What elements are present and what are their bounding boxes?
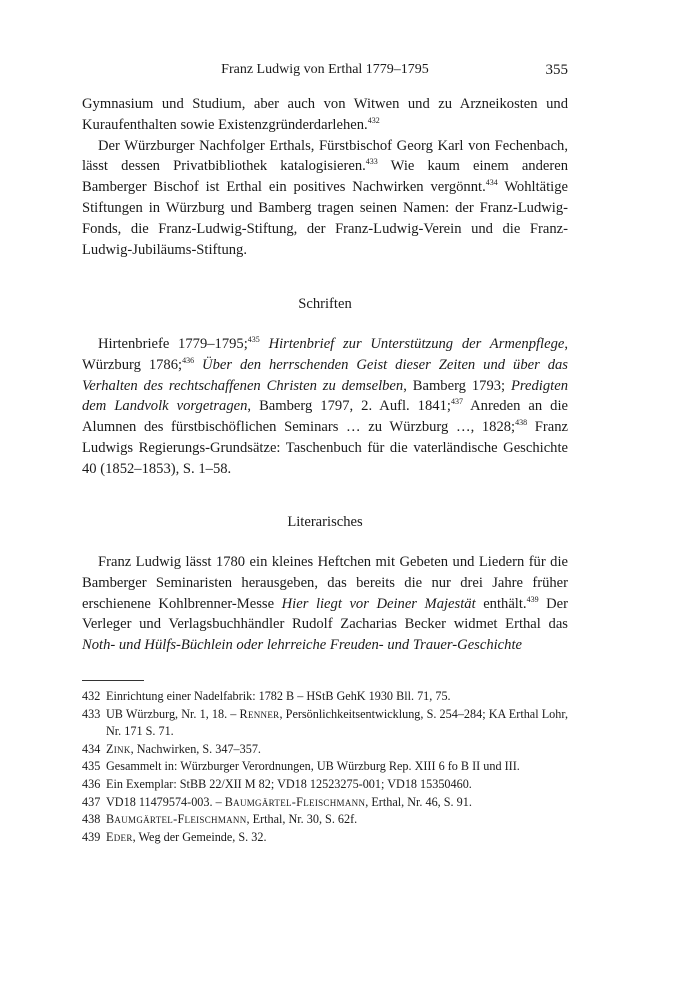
footnote (82, 688, 568, 706)
running-title: Franz Ludwig von Erthal 1779–1795 (221, 62, 429, 77)
footnote-text: Gesammelt in: Würzburger Verordnungen, UB Würzburg Rep. XIII 6 fo B II und III. (106, 759, 520, 774)
italic-title: Noth- und Hülfs-Büchlein oder lehrreiche Freuden- und Trauer-Geschichte (82, 637, 522, 654)
footnote-number: 434 (82, 741, 101, 756)
paragraph: Hirtenbriefe 1779–1795;$^{435}$ Hirtenbrief zur Unterstützung der Armenpflege, Würzburg 1786;$^{436}$ Über den herrschenden Geist dieser Zeiten und über das Verhalten des rechtschaffenen Christen zu demselben, Bamberg 1793; Predigten dem Landvolk vorgetragen, Bamberg 1797, 2. Aufl. 1841;$^{437}$ Anreden an die Alumnen des fürstbischöflichen Seminars … zu Würzburg …, 1828;$^{438}$ Franz Ludwigs Regierungs-Grundsätze: Taschenbuch für die vaterländische Geschichte 40 (1852–1853), S. 1–58. (82, 335, 569, 477)
footnote-number: 432 (82, 689, 101, 703)
footnote (82, 829, 568, 847)
italic-title: Predigten dem Landvolk vorgetragen (82, 377, 568, 415)
footnote (82, 776, 568, 794)
footnote-divider (82, 680, 144, 681)
footnote-number: 433 (82, 706, 101, 721)
footnote-number: 437 (82, 794, 101, 809)
body-text-literarisches (82, 552, 568, 656)
footnote-text: Zink, Nachwirken, S. 347–357. (106, 741, 261, 756)
footnote-ref: 437 (450, 397, 463, 407)
footnote-ref: 438 (515, 418, 528, 428)
footnote (82, 741, 568, 759)
footnotes (82, 688, 568, 846)
footnote-ref: 436 (182, 355, 195, 365)
footnote-ref: 432 (367, 115, 380, 125)
footnote-text: Baumgärtel-Fleischmann, Erthal, Nr. 30, S. 62f. (106, 812, 358, 827)
section-heading-schriften: Schriften (298, 296, 352, 312)
footnote (82, 758, 568, 776)
italic-title: Hier liegt vor Deiner Majestät (281, 595, 476, 612)
footnote-text: UB Würzburg, Nr. 1, 18. – Renner, Persönlichkeitsentwicklung, S. 254–284; KA Erthal Lohr, Nr. 171 S. 71. (106, 706, 568, 739)
footnote-number: 435 (82, 759, 101, 774)
footnote-number: 438 (82, 812, 101, 827)
footnote-ref: 434 (485, 178, 498, 188)
italic-title: Hirtenbrief zur Unterstützung der Armenpflege (268, 336, 565, 352)
paragraph: Franz Ludwig lässt 1780 ein kleines Heftchen mit Gebeten und Liedern für die Bamberger Seminaristen herausgeben, das bereits die nur drei Jahre früher erschienene Kohlbrenner-Messe Hier liegt vor Deiner Majestät enthält.$^{439}$ Der Verleger und Verlagsbuchhändler Rudolf Zacharias Becker widmet Erthal das Noth- und Hülfs-Büchlein oder lehrreiche Freuden- und Trauer-Geschichte (82, 554, 569, 654)
footnote-ref: 433 (365, 157, 378, 167)
italic-title: Über den herrschenden Geist dieser Zeiten und über das Verhalten des rechtschaffenen Christen zu demselben (82, 356, 568, 394)
footnote-number: 436 (82, 776, 101, 791)
footnote (82, 706, 568, 741)
author-name: Baumgärtel-Fleischmann (106, 812, 247, 827)
paragraph: Gymnasium und Studium, aber auch von Witwen und zu Arzneikosten und Kuraufenthalten sowie Existenzgründerdarlehen.$^{432}$ (82, 96, 568, 133)
page-number: 355 (545, 62, 568, 78)
footnote-text: Eder, Weg der Gemeinde, S. 32. (106, 829, 267, 844)
footnote (82, 811, 568, 829)
footnote-text: Ein Exemplar: StBB 22/XII M 82; VD18 12523275-001; VD18 15350460. (106, 776, 472, 791)
footnote-ref: 439 (526, 594, 539, 604)
author-name: Eder (106, 829, 133, 844)
running-header (82, 62, 568, 82)
author-name: Baumgärtel-Fleischmann (224, 794, 366, 809)
author-name: Renner (239, 706, 280, 721)
footnote (82, 794, 568, 812)
paragraph: Der Würzburger Nachfolger Erthals, Fürstbischof Georg Karl von Fechenbach, lässt dessen Privatbibliothek katalogisieren.$^{433}$ Wie kaum einem anderen Bamberger Bischof ist Erthal ein positives Nachwirken vergönnt.$^{434}$ Wohltätige Stiftungen in Würzburg und Bamberg tragen seinen Namen: der Franz-Ludwig-Fonds, die Franz-Ludwig-Stiftung, der Franz-Ludwig-Verein und die Franz-Ludwig-Jubiläums-Stiftung. (82, 137, 568, 258)
author-name: Zink (106, 741, 131, 756)
footnote-ref: 435 (247, 335, 260, 345)
body-text-top (82, 94, 568, 260)
section-heading-literarisches: Literarisches (287, 514, 363, 530)
footnote-text: Einrichtung einer Nadelfabrik: 1782 B – HStB GehK 1930 Bll. 71, 75. (106, 689, 451, 703)
footnote-text: VD18 11479574-003. – Baumgärtel-Fleischmann, Erthal, Nr. 46, S. 91. (106, 794, 472, 809)
footnote-number: 439 (82, 829, 101, 844)
body-text-schriften (82, 334, 568, 480)
